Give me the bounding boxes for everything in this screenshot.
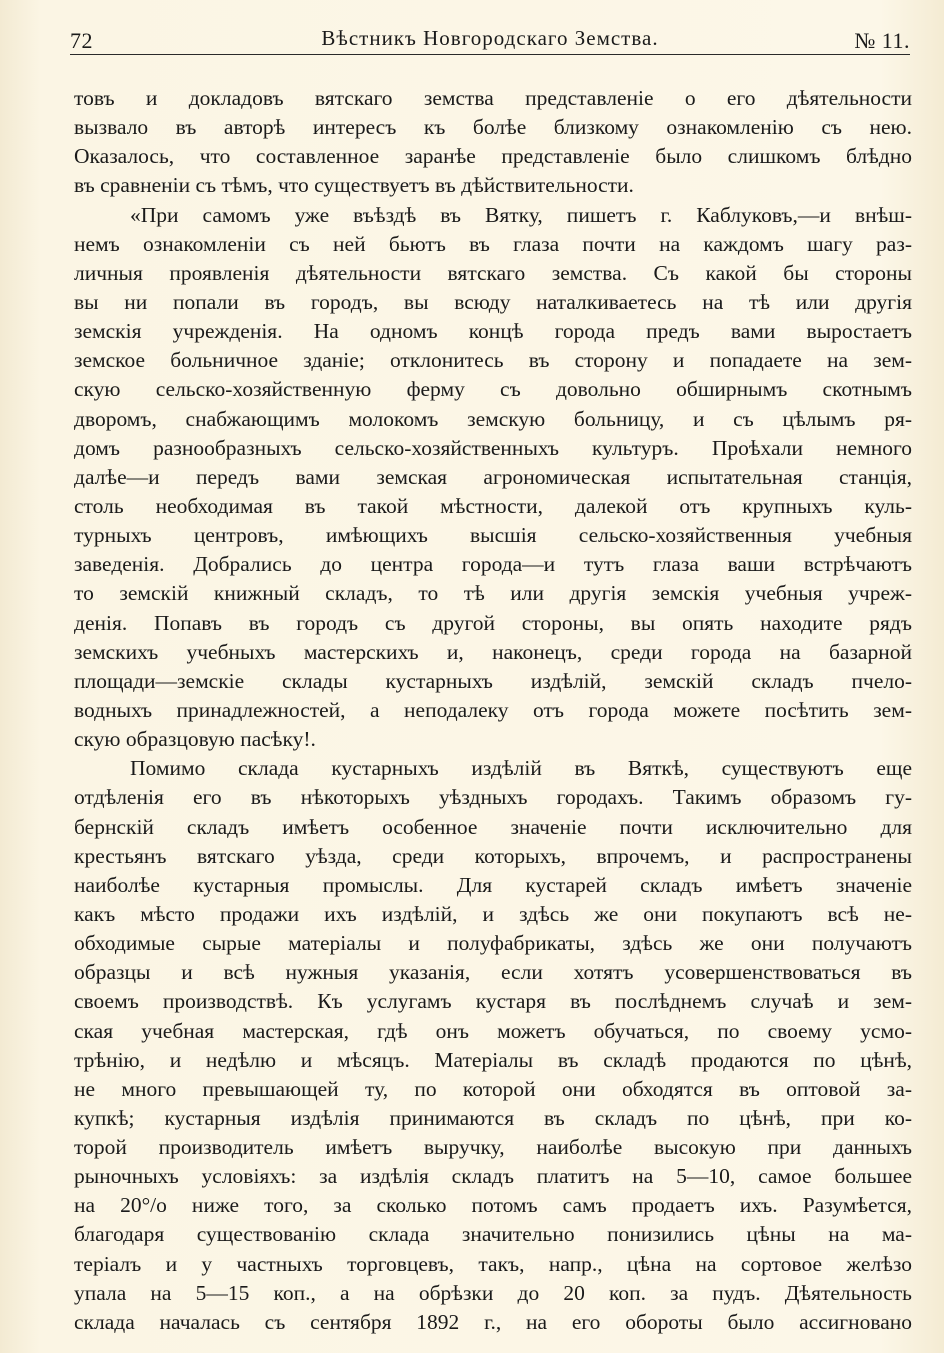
- text-line: далѣе—и передъ вами земская агрономическая испытательная станція,: [74, 464, 912, 489]
- text-line: бернскій складъ имѣетъ особенное значеніе почти исключительно для: [74, 814, 912, 839]
- text-line: скую сельско-хозяйственную ферму съ довольно обширнымъ скотнымъ: [74, 377, 912, 402]
- text-line: своемъ производствѣ. Къ услугамъ кустаря въ послѣднемъ случаѣ и зем-: [74, 989, 912, 1014]
- text-line: площади—земскіе склады кустарныхъ издѣлій, земскій складъ пчело-: [74, 668, 912, 693]
- text-line: благодаря существованію склада значительно понизились цѣны на ма-: [74, 1222, 912, 1247]
- text-line: то земскій книжный складъ, то тѣ или другія земскія учебныя учреж-: [74, 581, 912, 606]
- text-line: крестьянъ вятскаго уѣзда, среди которыхъ, впрочемъ, и распространены: [74, 843, 912, 868]
- text-line: «При самомъ уже въѣздѣ въ Вятку, пишетъ г. Каблуковъ,—и внѣш-: [130, 202, 912, 227]
- text-line: обходимые сырые матеріалы и полуфабрикаты, здѣсь же они получаютъ: [74, 931, 912, 956]
- issue-number: № 11.: [854, 28, 910, 53]
- text-line: скую образцовую пасѣку!.: [74, 727, 316, 752]
- text-line: Помимо склада кустарныхъ издѣлій въ Вяткѣ, существуютъ еще: [130, 756, 912, 781]
- body-text: [74, 84, 912, 1337]
- journal-title: Вѣстникъ Новгородскаго Земства.: [321, 26, 659, 50]
- text-line: столь необходимая въ такой мѣстности, далекой отъ крупныхъ куль-: [74, 493, 912, 518]
- header-rule: [70, 54, 910, 55]
- text-line: заведенія. Добрались до центра города—и тутъ глаза ваши встрѣчаютъ: [74, 552, 912, 577]
- text-line: купкѣ; кустарныя издѣлія принимаются въ складъ по цѣнѣ, при ко-: [74, 1105, 912, 1130]
- text-line: земское больничное зданіе; отклонитесь въ сторону и попадаете на зем-: [74, 348, 912, 373]
- page-number: 72: [70, 28, 93, 53]
- text-line: водныхъ принадлежностей, а неподалеку отъ города можете посѣтить зем-: [74, 697, 912, 722]
- text-line: отдѣленія его въ нѣкоторыхъ уѣздныхъ городахъ. Такимъ образомъ гу-: [74, 785, 912, 810]
- text-line: какъ мѣсто продажи ихъ издѣлій, и здѣсь же они покупаютъ всѣ не-: [74, 901, 912, 926]
- text-line: дворомъ, снабжающимъ молокомъ земскую больницу, и съ цѣлымъ ря-: [74, 406, 912, 431]
- text-line: склада началась съ сентября 1892 г., на его обороты было ассигновано: [74, 1309, 912, 1334]
- text-line: вызвало въ авторѣ интересъ къ болѣе близкому ознакомленію съ нею.: [74, 115, 912, 140]
- text-line: теріалъ и у частныхъ торговцевъ, такъ, напр., цѣна на сортовое желѣзо: [74, 1251, 912, 1276]
- text-line: образцы и всѣ нужныя указанія, если хотятъ усовершенствоваться въ: [74, 960, 912, 985]
- text-line: трѣнію, и недѣлю и мѣсяцъ. Матеріалы въ складѣ продаются по цѣнѣ,: [74, 1047, 912, 1072]
- text-line: торой производитель имѣетъ выручку, наиболѣе высокую при данныхъ: [74, 1135, 912, 1160]
- text-line: на 20°/о ниже того, за сколько потомъ самъ продаетъ ихъ. Разумѣется,: [74, 1193, 912, 1218]
- text-line: турныхъ центровъ, имѣющихъ высшія сельско-хозяйственныя учебныя: [74, 523, 912, 548]
- text-line: упала на 5—15 коп., а на обрѣзки до 20 коп. за пудъ. Дѣятельность: [74, 1280, 912, 1305]
- running-header: [70, 26, 910, 54]
- text-line: немъ ознакомленіи съ ней бьютъ въ глаза почти на каждомъ шагу раз-: [74, 231, 912, 256]
- text-line: наиболѣе кустарныя промыслы. Для кустарей складъ имѣетъ значеніе: [74, 872, 912, 897]
- text-line: не много превышающей ту, по которой они обходятся въ оптовой за-: [74, 1076, 912, 1101]
- text-line: домъ разнообразныхъ сельско-хозяйственныхъ культуръ. Проѣхали немного: [74, 435, 912, 460]
- text-line: товъ и докладовъ вятскаго земства представленіе о его дѣятельности: [74, 86, 912, 110]
- text-line: земскихъ учебныхъ мастерскихъ и, наконецъ, среди города на базарной: [74, 639, 912, 664]
- text-line: въ сравненіи съ тѣмъ, что существуетъ въ дѣйствительности.: [74, 173, 634, 198]
- text-line: вы ни попали въ городъ, вы всюду наталкиваетесь на тѣ или другія: [74, 289, 912, 314]
- text-line: денія. Попавъ въ городъ съ другой стороны, вы опять находите рядъ: [74, 610, 912, 635]
- text-line: личныя проявленія дѣятельности вятскаго земства. Съ какой бы стороны: [74, 260, 912, 285]
- text-line: ская учебная мастерская, гдѣ онъ можетъ обучаться, по своему усмо-: [74, 1018, 912, 1043]
- text-line: рыночныхъ условіяхъ: за издѣлія складъ платитъ на 5—10, самое большее: [74, 1164, 912, 1189]
- text-line: земскія учрежденія. На одномъ концѣ города предъ вами выростаетъ: [74, 319, 912, 344]
- text-line: Оказалось, что составленное заранѣе представленіе было слишкомъ блѣдно: [74, 144, 912, 169]
